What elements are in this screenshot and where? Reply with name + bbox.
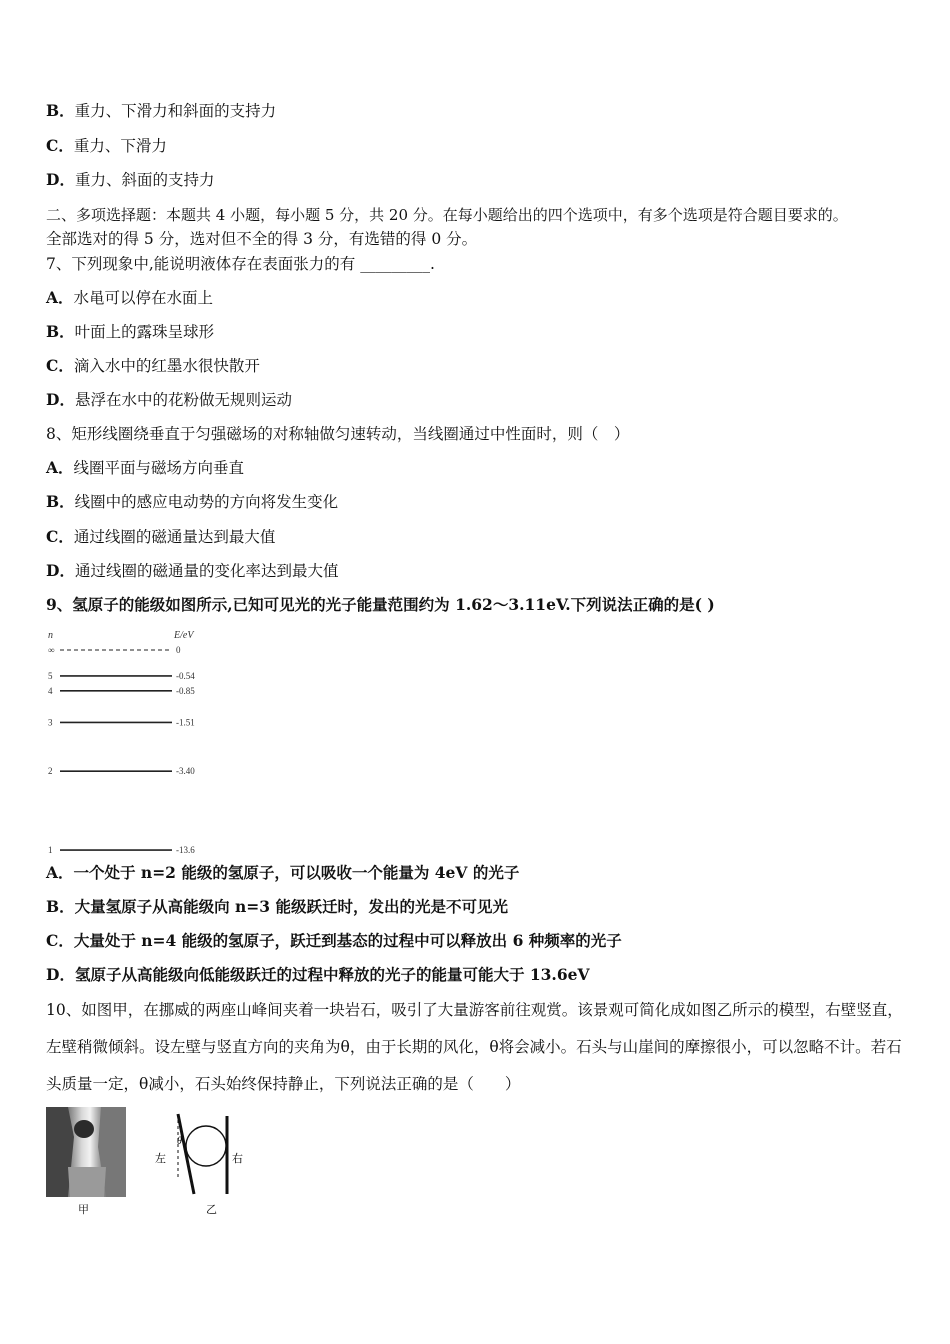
q8-option-d: D．通过线圈的磁通量的变化率达到最大值 [46,561,339,580]
energy-level-value-1: -0.54 [176,670,195,681]
q7-option-d: D．悬浮在水中的花粉做无规则运动 [46,390,292,409]
energy-level-value-3: -1.51 [176,717,195,728]
prev-option-b: B．重力、下滑力和斜面的支持力 [46,101,277,120]
energy-level-value-0: 0 [176,645,181,655]
q9-option-c: C．大量处于 n=4 能级的氢原子，跃迁到基态的过程中可以释放出 6 种频率的光子 [46,931,622,950]
q8-stem: 8、矩形线圈绕垂直于匀强磁场的对称轴做匀速转动，当线圈通过中性面时，则（ ） [46,425,630,443]
energy-axis-label: E/eV [174,630,194,641]
figure-yi-label: 乙 [206,1203,217,1216]
energy-level-value-4: -3.40 [176,766,195,777]
rock-photo [46,1107,126,1197]
q8-option-b: B．线圈中的感应电动势的方向将发生变化 [46,492,339,511]
q9-option-a: A．一个处于 n=2 能级的氢原子，可以吸收一个能量为 4eV 的光子 [46,863,520,882]
prev-option-d: D．重力、斜面的支持力 [46,170,215,189]
section-2-line2: 全部选对的得 5 分，选对但不全的得 3 分，有选错的得 0 分。 [46,230,478,248]
q9-stem: 9、氢原子的能级如图所示,已知可见光的光子能量范围约为 1.62～3.11eV.下列说法正确的是( ) [46,595,715,614]
figure-jia-label: 甲 [78,1203,89,1216]
right-wall-label: 右 [232,1153,243,1165]
n-axis-label: n [48,630,53,641]
left-wall-label: 左 [155,1153,166,1165]
energy-level-n-0: ∞ [48,645,55,655]
q7-option-b: B．叶面上的露珠呈球形 [46,322,215,341]
q7-option-a: A．水黾可以停在水面上 [46,288,214,307]
energy-level-n-4: 2 [48,766,53,777]
q9-option-d: D．氢原子从高能级向低能级跃迁的过程中释放的光子的能量可能大于 13.6eV [46,965,590,984]
q10-stem: 10、如图甲，在挪威的两座山峰间夹着一块岩石，吸引了大量游客前往观赏。该景观可简化成如图乙所示的模型，右壁竖直，左壁稍微倾斜。设左壁与竖直方向的夹角为θ，由于长期的风化，θ将会减小。石头与山崖间的摩擦很小，可以忽略不计。若石头质量一定，θ减小，石头始终保持静止，下列说法正确的是（ ） [46,1001,903,1093]
q7-stem: 7、下列现象中,能说明液体存在表面张力的有 _________. [46,255,435,273]
q8-option-c: C．通过线圈的磁通量达到最大值 [46,527,276,546]
energy-level-n-2: 4 [48,685,53,696]
energy-level-value-5: -13.6 [176,845,195,855]
energy-level-n-5: 1 [48,845,53,855]
energy-level-n-1: 5 [48,670,53,681]
section-2-instructions [46,203,916,251]
energy-level-diagram [40,625,220,855]
q9-option-b: B．大量氢原子从高能级向 n=3 能级跃迁时，发出的光是不可见光 [46,897,508,916]
energy-level-n-3: 3 [48,717,53,728]
theta-label: θ [177,1136,182,1147]
section-2-line1: 二、多项选择题：本题共 4 小题，每小题 5 分，共 20 分。在每小题给出的四个选项中，有多个选项是符合题目要求的。 [46,206,848,224]
q7-option-c: C．滴入水中的红墨水很快散开 [46,356,260,375]
rock-model-diagram [150,1110,250,1200]
q8-option-a: A．线圈平面与磁场方向垂直 [46,458,245,477]
energy-level-value-2: -0.85 [176,685,195,696]
prev-option-c: C．重力、下滑力 [46,136,167,155]
